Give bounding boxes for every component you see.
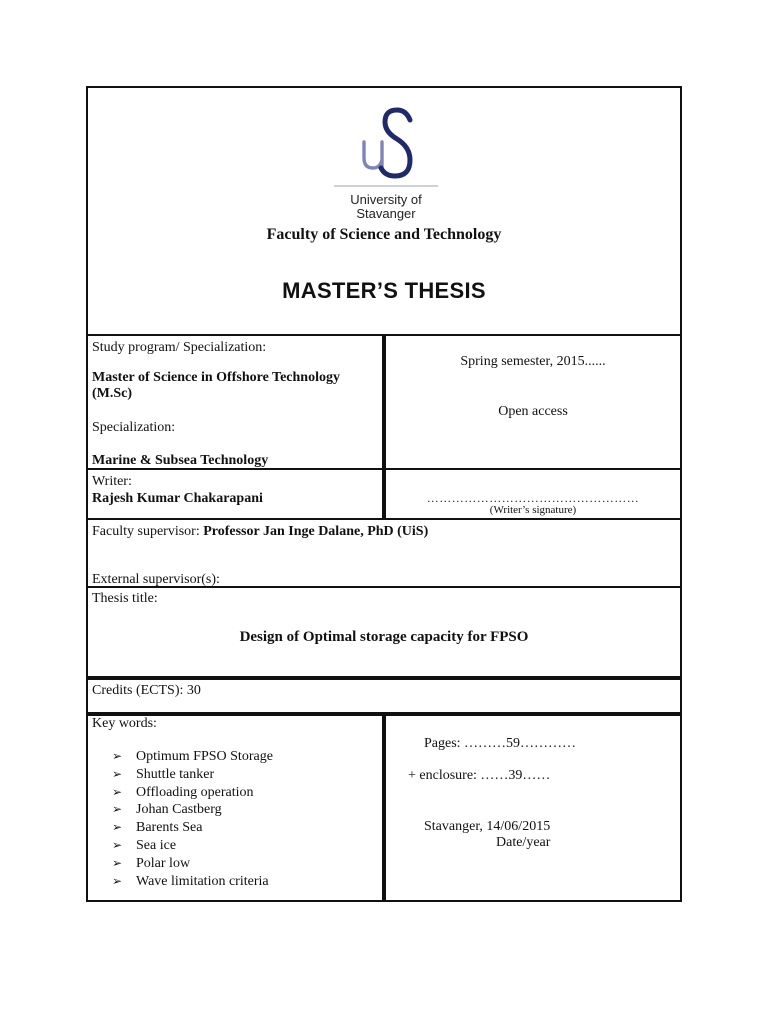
- study-program-value-line2: (M.Sc): [92, 386, 133, 401]
- faculty-supervisor-label: Faculty supervisor:: [92, 524, 204, 539]
- signature-caption: (Writer’s signature): [489, 504, 577, 516]
- arrow-bullet-icon: ➢: [112, 802, 123, 817]
- thesis-title-value: Design of Optimal storage capacity for FPSO: [239, 629, 529, 645]
- supervisor-box: [86, 518, 682, 588]
- logo-text-line2: Stavanger: [356, 206, 416, 221]
- list-item: ➢ Offloading operation: [112, 784, 254, 800]
- arrow-bullet-icon: ➢: [112, 766, 123, 781]
- writer-box: [86, 468, 384, 520]
- writer-name: Rajesh Kumar Chakarapani: [92, 491, 263, 506]
- thesis-title-label: Thesis title:: [92, 591, 158, 606]
- study-program-value: Master of Science in Offshore Technology: [92, 370, 340, 385]
- list-item: ➢ Polar low: [112, 855, 191, 871]
- semester-text: Spring semester, 2015......: [460, 354, 606, 369]
- uis-emblem-icon: [334, 102, 438, 188]
- credits-box: [86, 678, 682, 714]
- arrow-bullet-icon: ➢: [112, 837, 123, 852]
- signature-box: [384, 468, 682, 520]
- faculty-supervisor-name: Professor Jan Inge Dalane, PhD (UiS): [203, 524, 429, 539]
- keywords-list: [112, 748, 273, 890]
- thesis-title-box: [86, 586, 682, 678]
- signature-line: ……………………………………………: [426, 491, 640, 505]
- faculty-heading: Faculty of Science and Technology: [266, 226, 502, 243]
- pages-box: [384, 714, 682, 902]
- list-item: ➢ Shuttle tanker: [112, 766, 215, 782]
- enclosure-count: + enclosure: ……39……: [408, 768, 551, 783]
- writer-label: Writer:: [92, 474, 132, 489]
- specialization-label: Specialization:: [92, 420, 176, 435]
- arrow-bullet-icon: ➢: [112, 820, 123, 835]
- pages-count: Pages: ………59…………: [424, 736, 577, 751]
- list-item: ➢ Wave limitation criteria: [112, 873, 269, 889]
- university-logo: [334, 102, 438, 221]
- list-item: ➢ Optimum FPSO Storage: [112, 749, 273, 764]
- faculty-supervisor-row: [92, 524, 428, 540]
- date-caption: Date/year: [496, 835, 551, 850]
- arrow-bullet-icon: ➢: [112, 873, 123, 888]
- keywords-label: Key words:: [92, 716, 157, 731]
- credits-text: Credits (ECTS): 30: [92, 683, 201, 698]
- header-box: [86, 86, 682, 336]
- list-item: ➢ Barents Sea: [112, 820, 203, 836]
- study-program-box: [86, 334, 384, 470]
- external-supervisor-label: External supervisor(s):: [92, 572, 220, 587]
- arrow-bullet-icon: ➢: [112, 749, 123, 763]
- semester-box: [384, 334, 682, 470]
- access-text: Open access: [498, 404, 568, 419]
- list-item: ➢ Johan Castberg: [112, 802, 222, 818]
- thesis-cover-form: [86, 86, 682, 902]
- arrow-bullet-icon: ➢: [112, 855, 123, 870]
- arrow-bullet-icon: ➢: [112, 784, 123, 799]
- study-program-label: Study program/ Specialization:: [92, 340, 267, 355]
- logo-text-line1: University of: [350, 192, 422, 207]
- place-date: Stavanger, 14/06/2015: [424, 819, 551, 834]
- list-item: ➢ Sea ice: [112, 837, 177, 853]
- specialization-value: Marine & Subsea Technology: [92, 453, 269, 468]
- document-type-heading: MASTER’S THESIS: [282, 278, 486, 303]
